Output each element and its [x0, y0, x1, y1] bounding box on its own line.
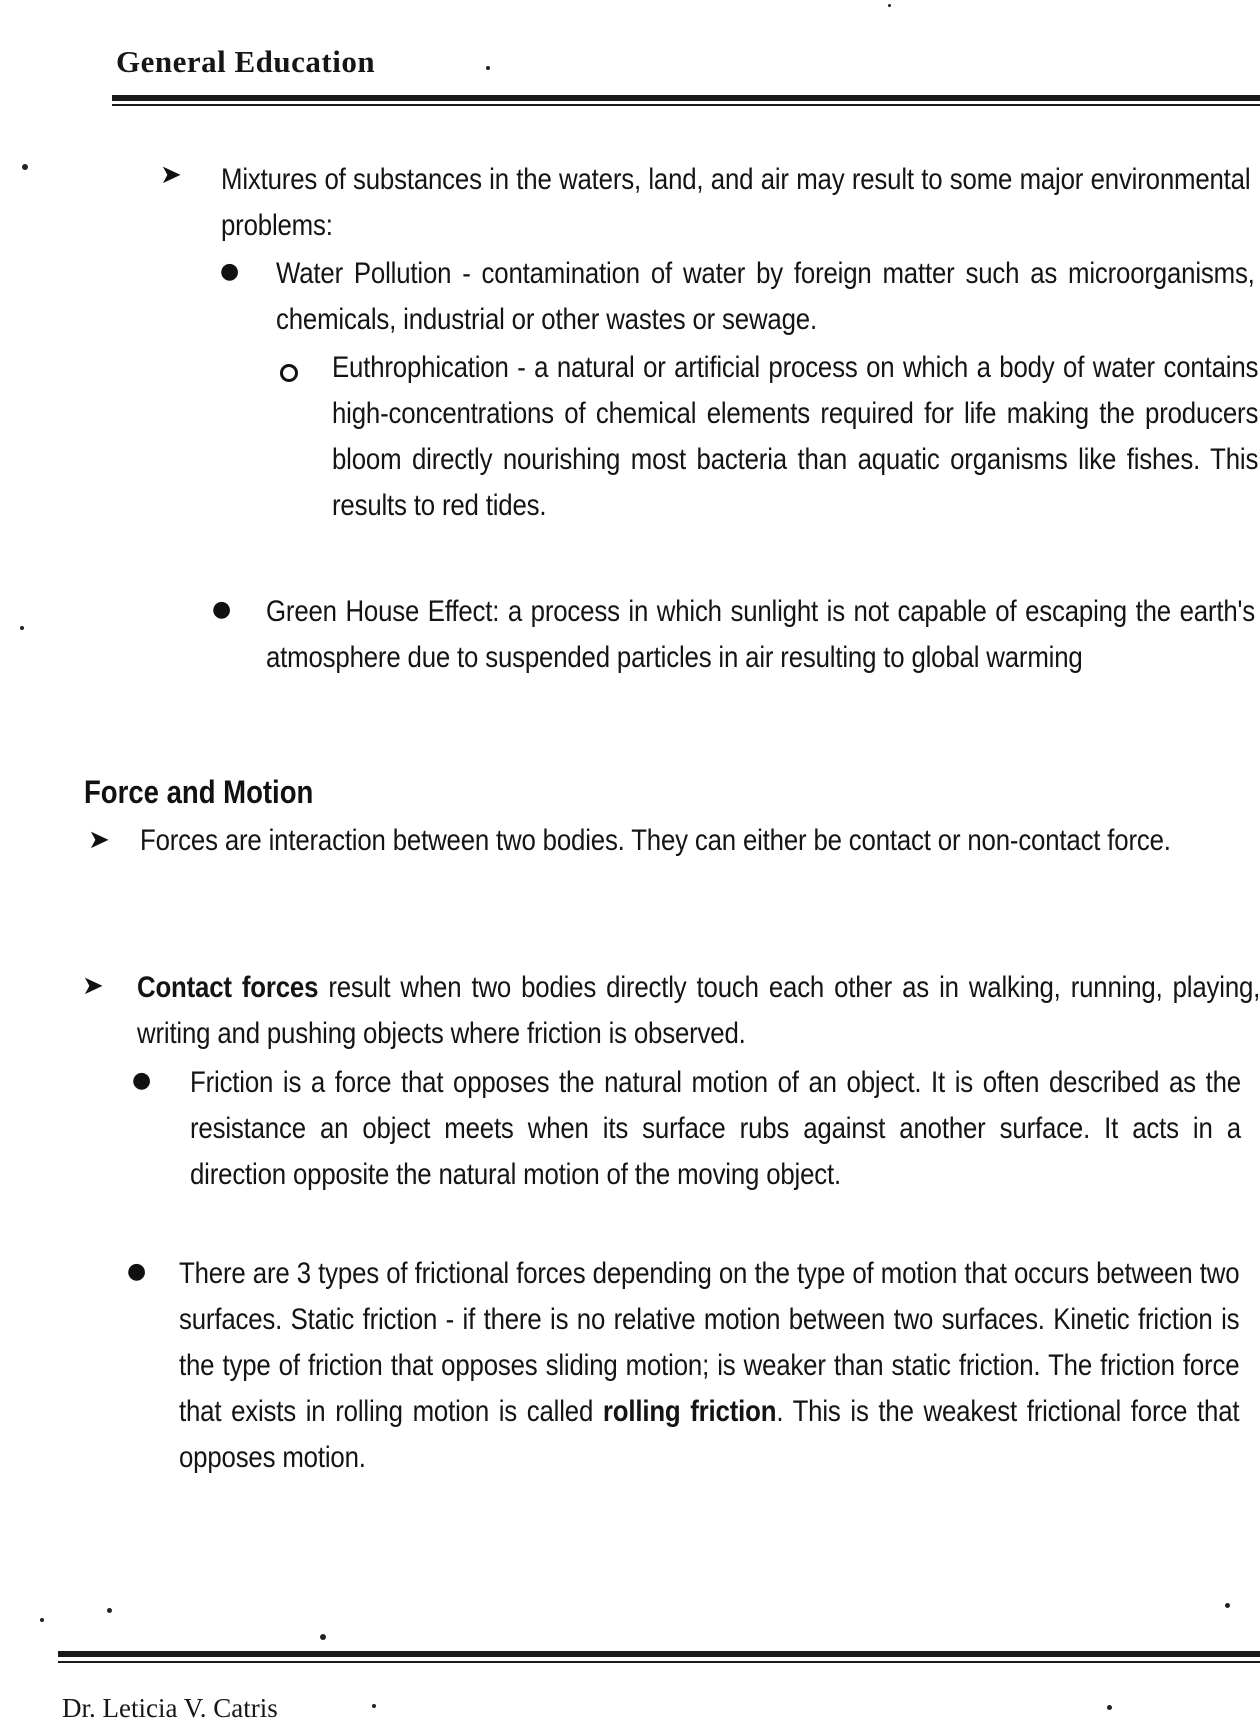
- header-rule-thick: [112, 95, 1260, 101]
- scan-speck: [888, 4, 891, 7]
- scan-speck: [1225, 1603, 1230, 1608]
- environment-intro: Mixtures of substances in the waters, land, and air may result to some major environmental problems:: [221, 163, 1251, 242]
- scan-speck: [40, 1618, 44, 1622]
- scan-speck: [372, 1704, 376, 1708]
- frictional-types-closing: . This is the weakest frictional force that opposes motion.: [179, 1395, 1240, 1474]
- frictional-force-types: [179, 1251, 1239, 1481]
- frictional-types-text: There are 3 types of frictional forces depending on the type of motion that occurs between two surfaces. Static friction - if there is no relative motion between two surfaces. Kinetic friction is the type of friction that opposes sliding motion; is weaker than static friction. The friction force that exists in rolling motion is called: [179, 1257, 1240, 1428]
- filled-disc-bullet-icon: ●: [132, 1068, 152, 1093]
- scan-speck: [22, 164, 28, 170]
- scan-speck: [486, 66, 490, 70]
- water-pollution-item: Water Pollution - contamination of water by foreign matter such as microorganisms, chemicals, industrial or other wastes or sewage.: [276, 257, 1255, 336]
- filled-disc-bullet-icon: ●: [212, 597, 232, 622]
- forces-definition: Forces are interaction between two bodies. They can either be contact or non-contact force.: [140, 824, 1171, 857]
- page-header-title: General Education: [116, 44, 376, 79]
- scan-speck: [1107, 1705, 1112, 1710]
- filled-disc-bullet-icon: ●: [220, 259, 240, 284]
- footer-author: Dr. Leticia V. Catris: [62, 1693, 278, 1723]
- scan-speck: [320, 1634, 326, 1640]
- footer-rule-thick: [58, 1651, 1260, 1657]
- contact-forces-term: Contact forces: [137, 971, 319, 1004]
- rolling-friction-term: rolling friction: [602, 1395, 777, 1428]
- arrowhead-bullet-icon: ➤: [88, 825, 110, 855]
- friction-definition: Friction is a force that opposes the natural motion of an object. It is often described as the resistance an object meets when its surface rubs against another surface. It acts in a direction opposite the natural motion of the moving object.: [190, 1066, 1241, 1191]
- contact-forces-definition: [137, 965, 1260, 1057]
- contact-forces-text: result when two bodies directly touch each other as in walking, running, playing, writing and pushing objects where friction is observed.: [137, 971, 1260, 1050]
- euthrophication-item: Euthrophication - a natural or artificial process on which a body of water contains high-concentrations of chemical elements required for life making the producers bloom directly nourishing most bacteria than aquatic organisms like fishes. This results to red tides.: [332, 351, 1259, 522]
- footer-rule-thin: [58, 1661, 1260, 1663]
- scan-speck: [107, 1608, 112, 1613]
- scan-speck: [20, 626, 24, 630]
- arrowhead-bullet-icon: ➤: [160, 160, 182, 190]
- section-heading-force-motion: Force and Motion: [84, 774, 314, 810]
- filled-disc-bullet-icon: ●: [127, 1259, 147, 1284]
- hollow-circle-bullet-icon: [280, 364, 298, 382]
- header-rule-thin: [112, 104, 1260, 106]
- arrowhead-bullet-icon: ➤: [82, 971, 104, 1001]
- greenhouse-effect-item: Green House Effect: a process in which sunlight is not capable of escaping the earth's atmosphere due to suspended particles in air resulting to global warming: [266, 595, 1255, 674]
